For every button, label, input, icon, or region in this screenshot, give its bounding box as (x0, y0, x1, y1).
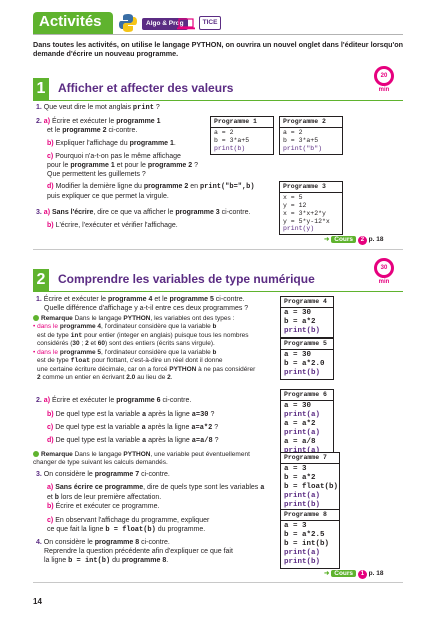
python-logo-icon (118, 13, 138, 33)
s2-question-3b: b) Écrire et exécuter ce programme. (47, 503, 160, 510)
s2-question-2a: 2. a) Écrire et exécuter le programme 6 ci-contre. (36, 397, 192, 404)
laptop-icon (176, 18, 196, 30)
program-2-code: a = 2 b = 3*a+5 print("b") (283, 129, 323, 152)
timer-20-icon: 20 min (374, 66, 394, 86)
s2-question-2c: c) De quel type est la variable a après la ligne a=a*2 ? (47, 424, 219, 432)
algo-prog-badge: Algo & Prog (142, 18, 188, 30)
bottom-separator (33, 582, 403, 583)
program-5-box: Programme 5 a = 30 b = a*2.0 print(b) (280, 338, 334, 380)
s2-question-2b: b) De quel type est la variable a après la ligne a=30 ? (47, 411, 215, 419)
section-2-divider (33, 291, 403, 292)
section-1-divider (33, 100, 403, 101)
s1-question-2c: c) Pourquoi n'a-t-on pas le même affichage pour le programme 1 et pour le programme 2 ? Que permettent les guillemets ? (47, 153, 199, 179)
page-number: 14 (33, 597, 42, 606)
s1-cours-link[interactable]: ➜ Cours 2 p. 18 (324, 236, 384, 243)
program-7-box: Programme 7 a = 3 b = a*2 b = float(b) print(a) print(b) (280, 452, 340, 512)
s2-question-4: 4. On considère le programme 8 ci-contre. Reprendre la question précédente afin d'expliquer ce que fait la ligne b = int(b) du programme 8. (36, 539, 233, 566)
s2-remark-2: Remarque Dans le langage PYTHON, une variable peut éventuellement changer de type suivant les calculs demandés. (33, 451, 250, 467)
s1-question-2d: d) Modifier la dernière ligne du programme 2 en print("b=",b) puis expliquer ce que permet la virgule. (47, 183, 255, 201)
s2-cours-link[interactable]: ➜ Cours 1 p. 18 (324, 570, 384, 577)
program-8-code: a = 3 b = a*2.5 b = int(b) print(a) print(b) (284, 522, 330, 567)
program-6-box: Programme 6 a = 30 print(a) a = a*2 print(a) a = a/8 (280, 389, 334, 458)
timer-30-icon: 30 min (374, 258, 394, 278)
s1-question-2a: 2. a) Écrire et exécuter le programme 1 et le programme 2 ci-contre. (36, 118, 161, 135)
activites-tab: Activités (33, 12, 113, 34)
program-4-code: a = 30 b = a*2 print(b) (284, 309, 321, 336)
section-2-number: 2 (33, 269, 49, 291)
program-1-box: Programme 1 a = 2 b = 3*a+5 print(b) (210, 116, 274, 155)
section-separator (33, 249, 403, 250)
program-6-code: a = 30 print(a) a = a*2 print(a) a = a/8 (284, 402, 321, 447)
s1-question-2b: b) Expliquer l'affichage du programme 1. (47, 140, 176, 147)
s2-question-2d: d) De quel type est la variable a après la ligne a=a/8 ? (47, 437, 219, 445)
s1-question-3b: b) L'écrire, l'exécuter et vérifier l'affichage. (47, 222, 178, 229)
s2-question-3c: c) En observant l'affichage du programme, expliquer ce que fait la ligne b = float(b) du programme. (47, 517, 210, 535)
program-3-box: Programme 3 x = 5 y = 12 x = 3*x+2*y y = 5*y-12*x print(y) (279, 181, 343, 235)
program-3-code: x = 5 y = 12 x = 3*x+2*y y = 5*y-12*x print(y) (283, 194, 330, 233)
program-4-box: Programme 4 a = 30 b = a*2 print(b) (280, 296, 334, 338)
s2-question-3a: a) Sans écrire ce programme, dire de quels type sont les variables a et b lors de leur première affectation. (47, 484, 265, 503)
s2-remark-1: Remarque Dans le langage PYTHON, les variables ont des types : • dans le programme 4, l'ordinateur considère que la variable b est de type int pour entier (integer en anglais) puisque tous les nombres considérés (30 ; 2 et 60) sont des entiers (écrits sans virgule). • dans le programme 5, l'ordinateur considère que la variable b est de type float pour flottant, c'est-à-dire un réel dont il donne une certaine écriture décimale, car on a forcé PYTHON à ne pas considérer 2 comme un entier en écrivant 2.0 au lieu de 2. (33, 315, 256, 382)
program-1-code: a = 2 b = 3*a+5 print(b) (214, 129, 250, 152)
program-8-box: Programme 8 a = 3 b = a*2.5 b = int(b) print(a) print(b) (280, 509, 340, 569)
section-2-title: Comprendre les variables de type numérique (58, 272, 315, 286)
s1-question-1: 1. Que veut dire le mot anglais print ? (36, 104, 160, 112)
program-7-code: a = 3 b = a*2 b = float(b) print(a) print(b) (284, 465, 339, 510)
s1-question-3a: 3. a) Sans l'écrire, dire ce que va afficher le programme 3 ci-contre. (36, 209, 251, 216)
intro-text: Dans toutes les activités, on utilise le langage PYTHON, on ouvrira un nouvel onglet dans l'éditeur lorsqu'on demande d'écrire un nouveau programme. (33, 40, 404, 59)
section-1-number: 1 (33, 78, 49, 100)
program-5-code: a = 30 b = a*2.0 print(b) (284, 351, 325, 378)
section-1-title: Afficher et affecter des valeurs (58, 81, 234, 95)
program-2-box: Programme 2 a = 2 b = 3*a+5 print("b") (279, 116, 343, 155)
s2-question-1: 1. Écrire et exécuter le programme 4 et le programme 5 ci-contre. Quelle différence d'affichage y a-t-il entre ces deux programmes ? (36, 296, 249, 313)
s2-question-3: 3. On considère le programme 7 ci-contre. (36, 471, 170, 478)
tice-badge: TICE (199, 16, 221, 30)
header-divider (33, 34, 403, 35)
